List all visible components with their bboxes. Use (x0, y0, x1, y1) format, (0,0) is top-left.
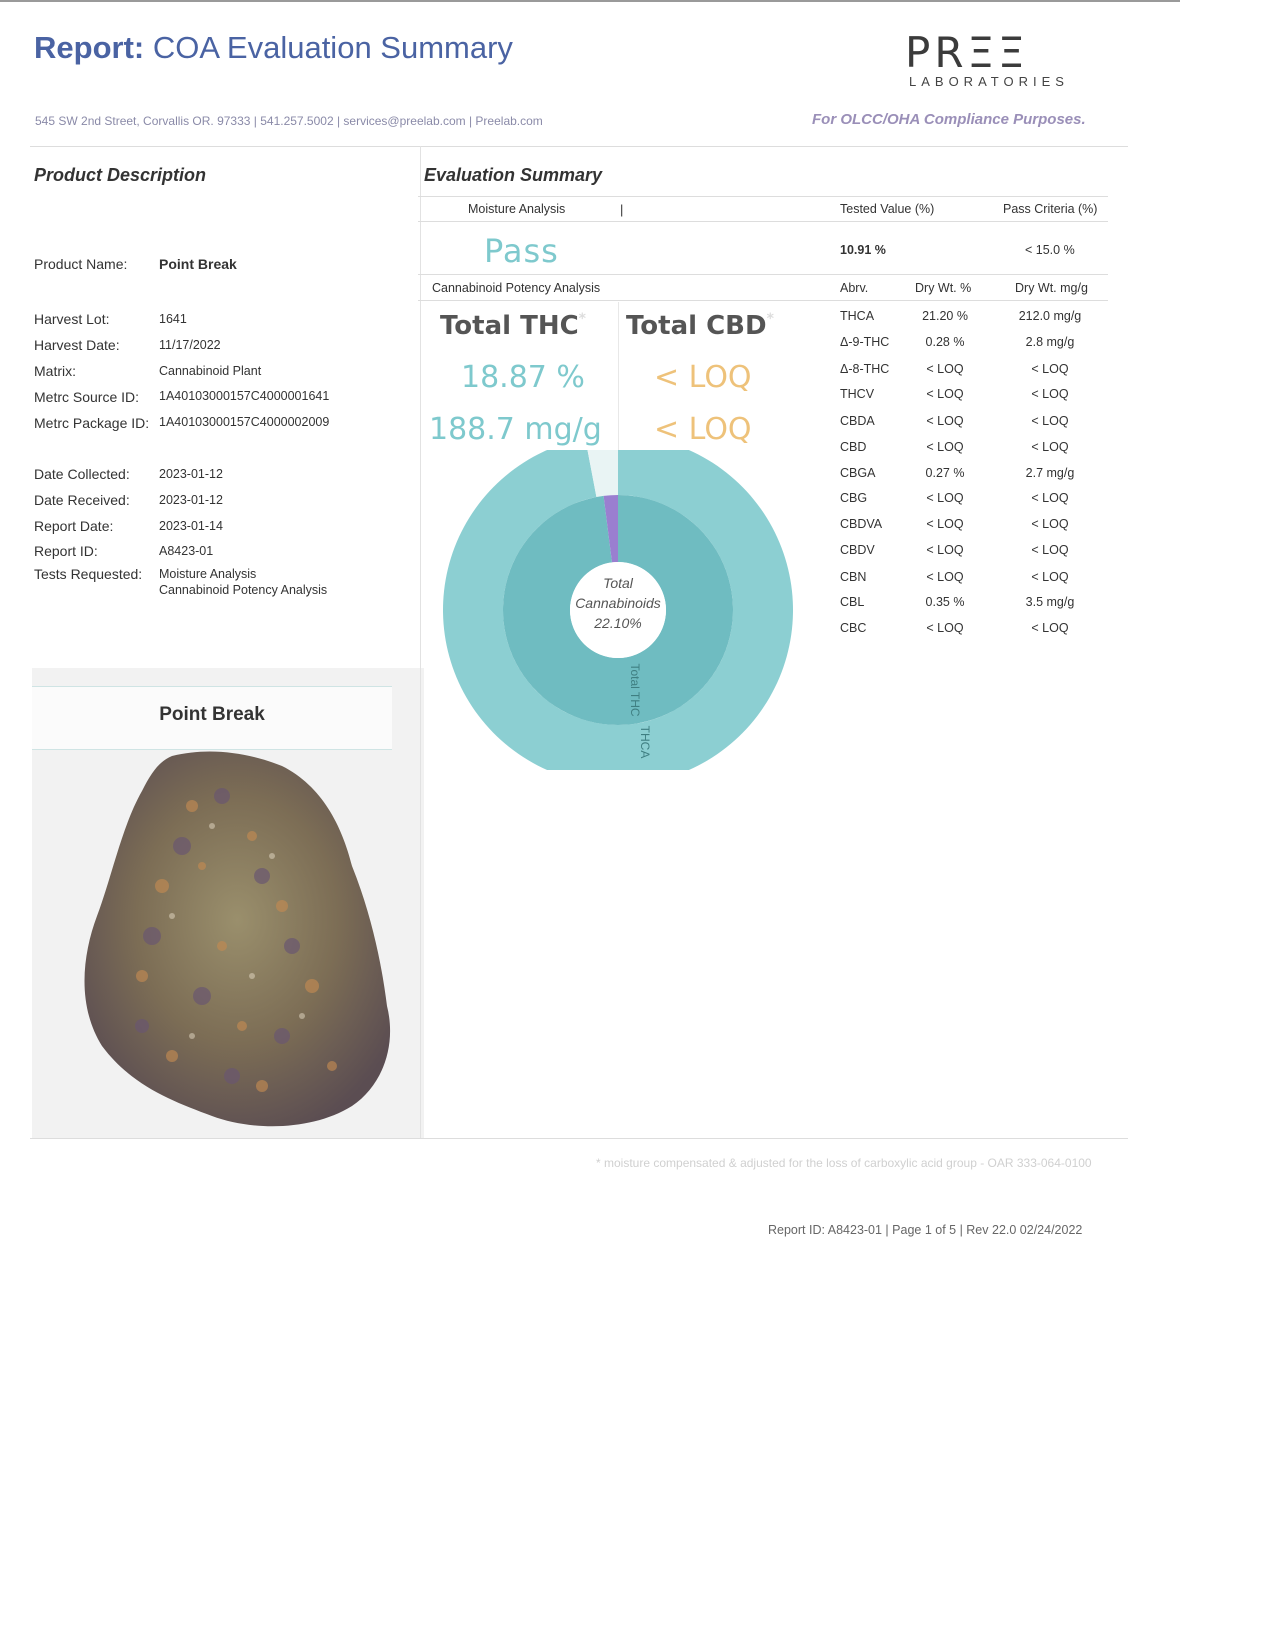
field-value: 2023-01-12 (159, 467, 223, 481)
donut-center-line2: Cannabinoids (575, 595, 661, 611)
field-label: Report Date: (34, 518, 114, 534)
field-label: Date Collected: (34, 466, 130, 482)
moisture-result: Pass (484, 232, 559, 270)
field-value: 2023-01-12 (159, 493, 223, 507)
cannabinoid-dry-wt-pct: 0.35 % (925, 595, 965, 609)
donut-inner-label: Total THC (628, 663, 642, 717)
tested-value-header: Tested Value (%) (840, 202, 935, 216)
cannabinoid-dry-wt-pct: < LOQ (926, 570, 964, 584)
cannabinoid-dry-wt-mg: < LOQ (1031, 440, 1069, 454)
moisture-header-rule (418, 196, 1108, 197)
potency-analysis-header: Cannabinoid Potency Analysis (432, 281, 601, 295)
cannabinoid-abrv: CBDA (840, 414, 875, 428)
logo-wordmark: PRΞΞ (905, 28, 1029, 77)
cannabinoid-abrv: CBL (840, 595, 865, 609)
cannabinoid-dry-wt-pct: < LOQ (926, 414, 964, 428)
cannabinoid-dry-wt-mg: < LOQ (1031, 362, 1069, 376)
cannabinoid-abrv: CBGA (840, 466, 876, 480)
test-item: Moisture Analysis (159, 567, 257, 581)
moisture-value: 10.91 % (840, 243, 886, 257)
cannabinoid-dry-wt-pct: < LOQ (926, 621, 964, 635)
abrv-header: Abrv. (840, 281, 869, 295)
total-cbd-mg: < LOQ (654, 412, 752, 447)
cannabinoid-abrv: THCV (840, 387, 875, 401)
footnote: * moisture compensated & adjusted for the loss of carboxylic acid group - OAR 333-064-0100 (596, 1156, 1092, 1170)
total-cbd-label: Total CBD* (626, 311, 774, 341)
total-cbd-percent: < LOQ (654, 360, 752, 395)
tests-requested-label: Tests Requested: (34, 566, 143, 582)
cannabinoid-abrv: CBN (840, 570, 867, 584)
cannabinoid-dry-wt-mg: < LOQ (1031, 491, 1069, 505)
product-photo (32, 668, 424, 1138)
donut-center-value: 22.10% (594, 615, 642, 631)
moisture-criteria: < 15.0 % (1025, 243, 1075, 257)
field-value: Cannabinoid Plant (159, 364, 262, 378)
cannabinoid-dry-wt-pct: < LOQ (926, 362, 964, 376)
total-thc-mg: 188.7 mg/g (429, 412, 602, 447)
donut-center-line1: Total (603, 575, 633, 591)
header-separator: | (620, 202, 624, 217)
cannabinoid-dry-wt-mg: < LOQ (1031, 387, 1069, 401)
field-label: Date Received: (34, 492, 130, 508)
cannabinoid-dry-wt-pct: < LOQ (926, 543, 964, 557)
dry-wt-pct-header: Dry Wt. % (915, 281, 972, 295)
moisture-row-rule (418, 221, 1108, 222)
cannabinoid-abrv: Δ-9-THC (840, 335, 890, 349)
field-label: Metrc Package ID: (34, 415, 150, 431)
moisture-analysis-header: Moisture Analysis (468, 202, 566, 216)
field-label: Matrix: (34, 363, 76, 379)
cannabinoid-dry-wt-mg: 3.5 mg/g (1025, 595, 1075, 609)
product-name-label: Product Name: (34, 256, 128, 272)
totals-divider (618, 302, 619, 454)
footer-divider (30, 1138, 1128, 1139)
product-name-value: Point Break (159, 256, 237, 272)
top-rule (0, 0, 1180, 2)
evaluation-summary-title: Evaluation Summary (424, 165, 603, 185)
cannabinoid-abrv: CBC (840, 621, 867, 635)
field-value: 11/17/2022 (159, 338, 221, 352)
cannabinoid-abrv: CBDV (840, 543, 875, 557)
field-value: 1641 (159, 312, 187, 326)
cannabinoid-dry-wt-mg: 2.7 mg/g (1025, 466, 1075, 480)
field-value: A8423-01 (159, 544, 214, 558)
potency-header-rule (418, 274, 1108, 275)
total-thc-label: Total THC* (440, 311, 586, 341)
cannabinoid-donut-chart (440, 450, 800, 770)
cannabinoid-dry-wt-mg: < LOQ (1031, 517, 1069, 531)
cannabinoid-dry-wt-mg: < LOQ (1031, 414, 1069, 428)
test-item: Cannabinoid Potency Analysis (159, 583, 328, 597)
field-value: 1A40103000157C4000002009 (159, 415, 330, 429)
cannabinoid-dry-wt-mg: < LOQ (1031, 621, 1069, 635)
contact-line: 545 SW 2nd Street, Corvallis OR. 97333 | 541.257.5002 | services@preelab.com | Preelab.com (35, 114, 543, 128)
field-value: 1A40103000157C4000001641 (159, 389, 330, 403)
cannabinoid-dry-wt-pct: < LOQ (926, 491, 964, 505)
cannabinoid-dry-wt-pct: 0.27 % (925, 466, 965, 480)
cannabinoid-dry-wt-pct: 0.28 % (925, 335, 965, 349)
donut-outer-label: THCA (638, 725, 652, 759)
cannabis-bud-image (52, 746, 412, 1136)
pass-criteria-header: Pass Criteria (%) (1003, 202, 1098, 216)
cannabinoid-dry-wt-mg: < LOQ (1031, 543, 1069, 557)
cannabinoid-dry-wt-pct: < LOQ (926, 517, 964, 531)
field-label: Harvest Date: (34, 337, 120, 353)
cannabinoid-dry-wt-mg: < LOQ (1031, 570, 1069, 584)
cannabinoid-dry-wt-pct: < LOQ (926, 387, 964, 401)
cannabinoid-abrv: CBD (840, 440, 867, 454)
cannabinoid-abrv: THCA (840, 309, 875, 323)
header-divider (30, 146, 1128, 147)
report-title: Report: COA Evaluation Summary (34, 30, 513, 65)
cannabinoid-dry-wt-mg: 212.0 mg/g (1018, 309, 1082, 323)
product-description-title: Product Description (34, 165, 207, 185)
compliance-note: For OLCC/OHA Compliance Purposes. (812, 111, 1086, 128)
column-divider (420, 146, 421, 1138)
cannabinoid-abrv: CBG (840, 491, 868, 505)
field-label: Metrc Source ID: (34, 389, 140, 405)
photo-title: Point Break (159, 704, 265, 725)
field-label: Harvest Lot: (34, 311, 110, 327)
field-value: 2023-01-14 (159, 519, 223, 533)
total-thc-percent: 18.87 % (461, 360, 585, 395)
cannabinoid-abrv: CBDVA (840, 517, 883, 531)
cannabinoid-dry-wt-pct: 21.20 % (922, 309, 968, 323)
cannabinoid-dry-wt-mg: 2.8 mg/g (1025, 335, 1075, 349)
dry-wt-mg-header: Dry Wt. mg/g (1015, 281, 1088, 295)
logo-subtitle: LABORATORIES (909, 74, 1069, 89)
potency-row-rule (418, 300, 1108, 301)
cannabinoid-dry-wt-pct: < LOQ (926, 440, 964, 454)
report-page-meta: Report ID: A8423-01 | Page 1 of 5 | Rev 22.0 02/24/2022 (768, 1223, 1083, 1237)
pree-logo (905, 28, 1095, 98)
cannabinoid-abrv: Δ-8-THC (840, 362, 890, 376)
field-label: Report ID: (34, 543, 98, 559)
